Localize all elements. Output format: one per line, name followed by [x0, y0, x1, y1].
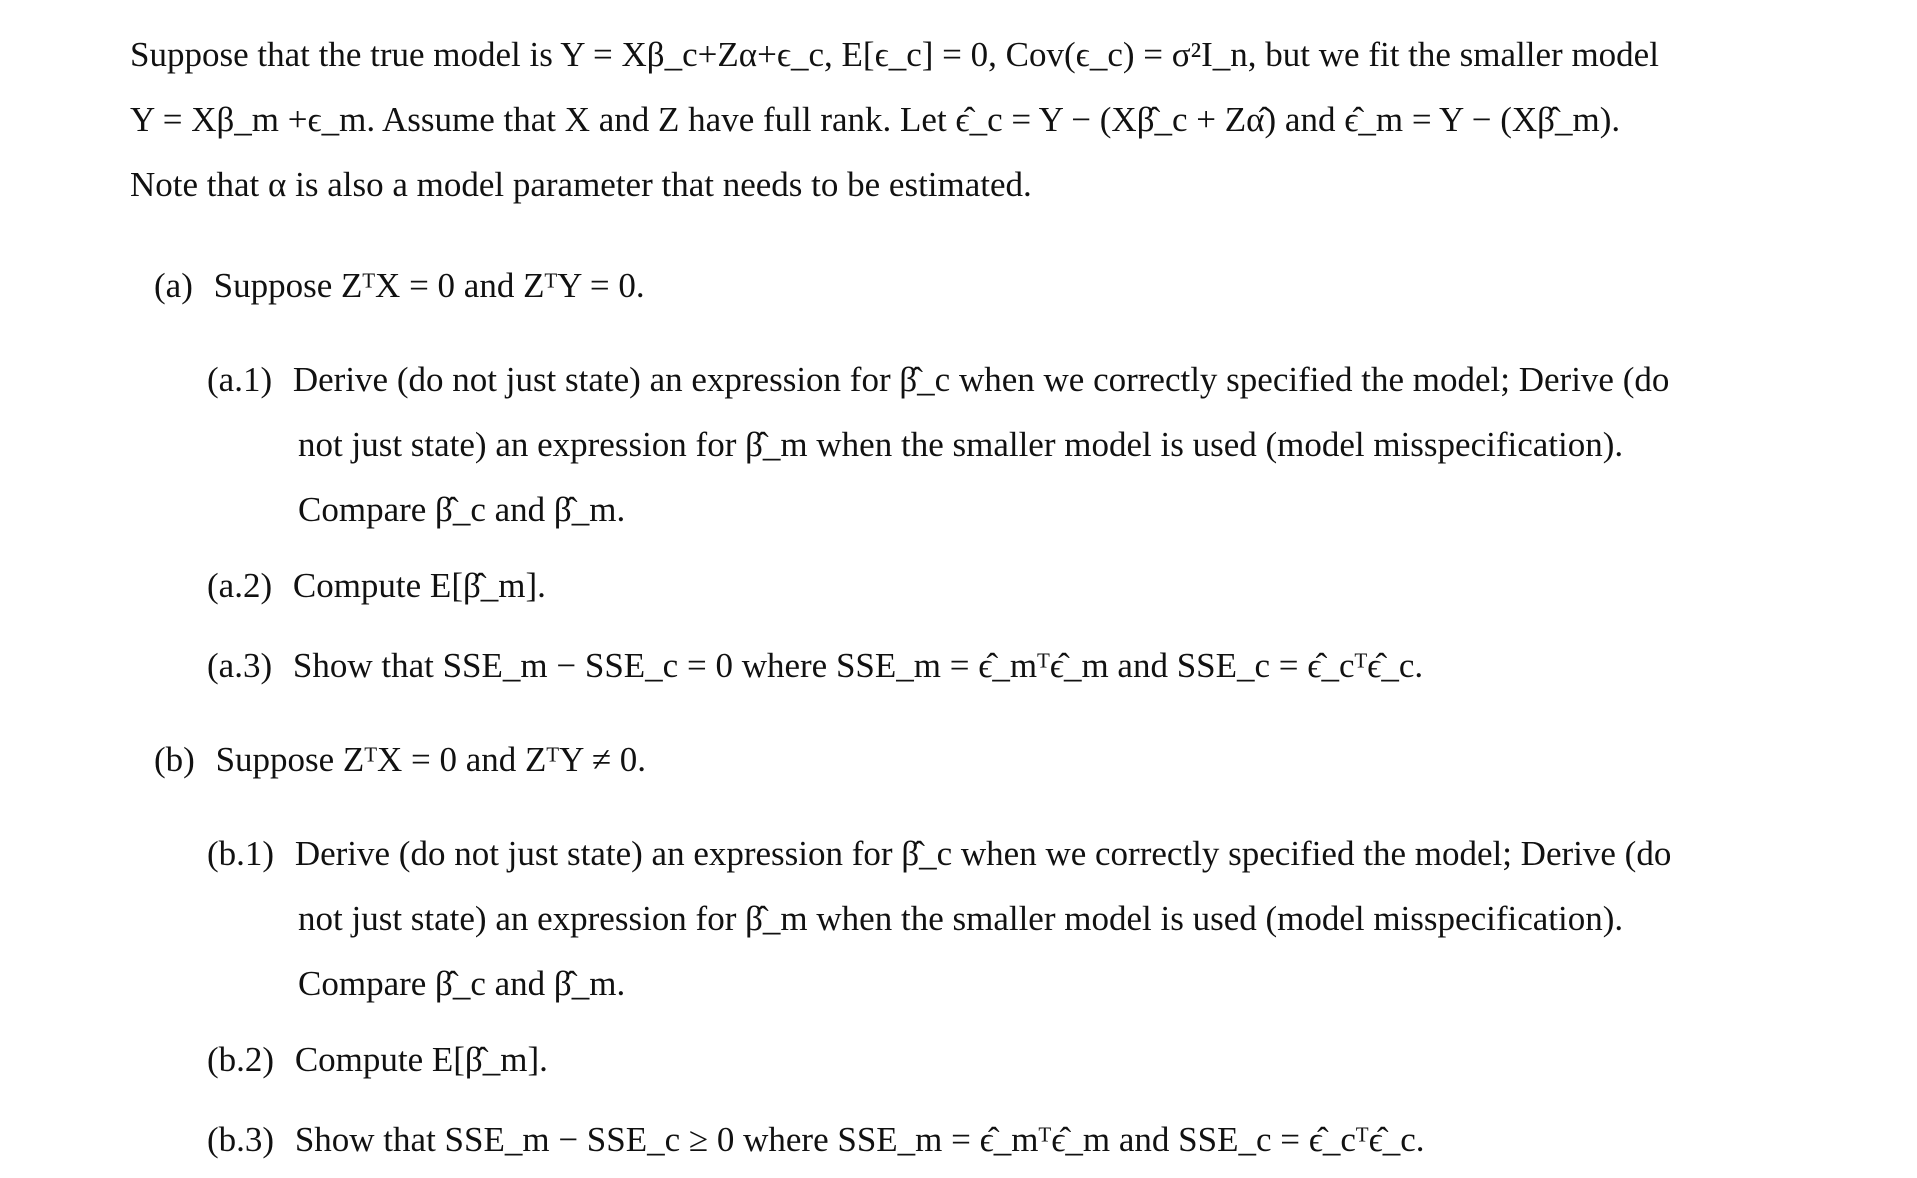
intro-line-2: Y = Xβ_m +ϵ_m. Assume that X and Z have full rank. Let ϵ̂_c = Y − (Xβ̂_c + Zα̂) and ϵ̂_m = Y − (Xβ̂_m).: [130, 100, 1621, 139]
part-a-label: (a): [154, 266, 193, 305]
item-a1-text-1: Derive (do not just state) an expression for β̂_c when we correctly specified the model; Derive (do: [292, 360, 1670, 399]
item-b2-text: Compute E[β̂_m].: [294, 1040, 548, 1079]
item-a3-text: Show that SSE_m − SSE_c = 0 where SSE_m = ϵ̂_mᵀϵ̂_m and SSE_c = ϵ̂_cᵀϵ̂_c.: [292, 646, 1424, 685]
part-b-text: Suppose ZᵀX = 0 and ZᵀY ≠ 0.: [215, 740, 647, 779]
item-a2-label: (a.2): [207, 566, 273, 605]
part-b-heading: [154, 738, 646, 782]
item-a1-label: (a.1): [207, 360, 273, 399]
part-b-label: (b): [154, 740, 195, 779]
item-b1-line-1: [207, 832, 1671, 876]
item-b2-line: [207, 1038, 548, 1082]
item-b1-line-3: Compare β̂_c and β̂_m.: [298, 964, 626, 1003]
item-b3-line: [207, 1118, 1425, 1162]
item-a3-line: [207, 644, 1423, 688]
intro-line-1: Suppose that the true model is Y = Xβ_c+Zα+ϵ_c, E[ϵ_c] = 0, Cov(ϵ_c) = σ²I_n, but we fit the smaller model: [130, 35, 1659, 74]
item-b2-label: (b.2): [207, 1040, 275, 1079]
item-a1-line-2: not just state) an expression for β̂_m when the smaller model is used (model misspecification).: [298, 425, 1624, 464]
item-a3-label: (a.3): [207, 646, 273, 685]
item-b1-line-2: not just state) an expression for β̂_m when the smaller model is used (model misspecification).: [298, 899, 1624, 938]
item-b1-label: (b.1): [207, 834, 275, 873]
item-b1-text-1: Derive (do not just state) an expression for β̂_c when we correctly specified the model; Derive (do: [294, 834, 1672, 873]
item-b3-text: Show that SSE_m − SSE_c ≥ 0 where SSE_m = ϵ̂_mᵀϵ̂_m and SSE_c = ϵ̂_cᵀϵ̂_c.: [294, 1120, 1425, 1159]
item-a1-line-3: Compare β̂_c and β̂_m.: [298, 490, 626, 529]
item-b3-label: (b.3): [207, 1120, 275, 1159]
part-a-text: Suppose ZᵀX = 0 and ZᵀY = 0.: [213, 266, 645, 305]
part-a-heading: [154, 264, 645, 308]
item-a2-line: [207, 564, 546, 608]
intro-line-3: Note that α is also a model parameter that needs to be estimated.: [130, 165, 1032, 204]
item-a2-text: Compute E[β̂_m].: [292, 566, 546, 605]
item-a1-line-1: [207, 358, 1669, 402]
